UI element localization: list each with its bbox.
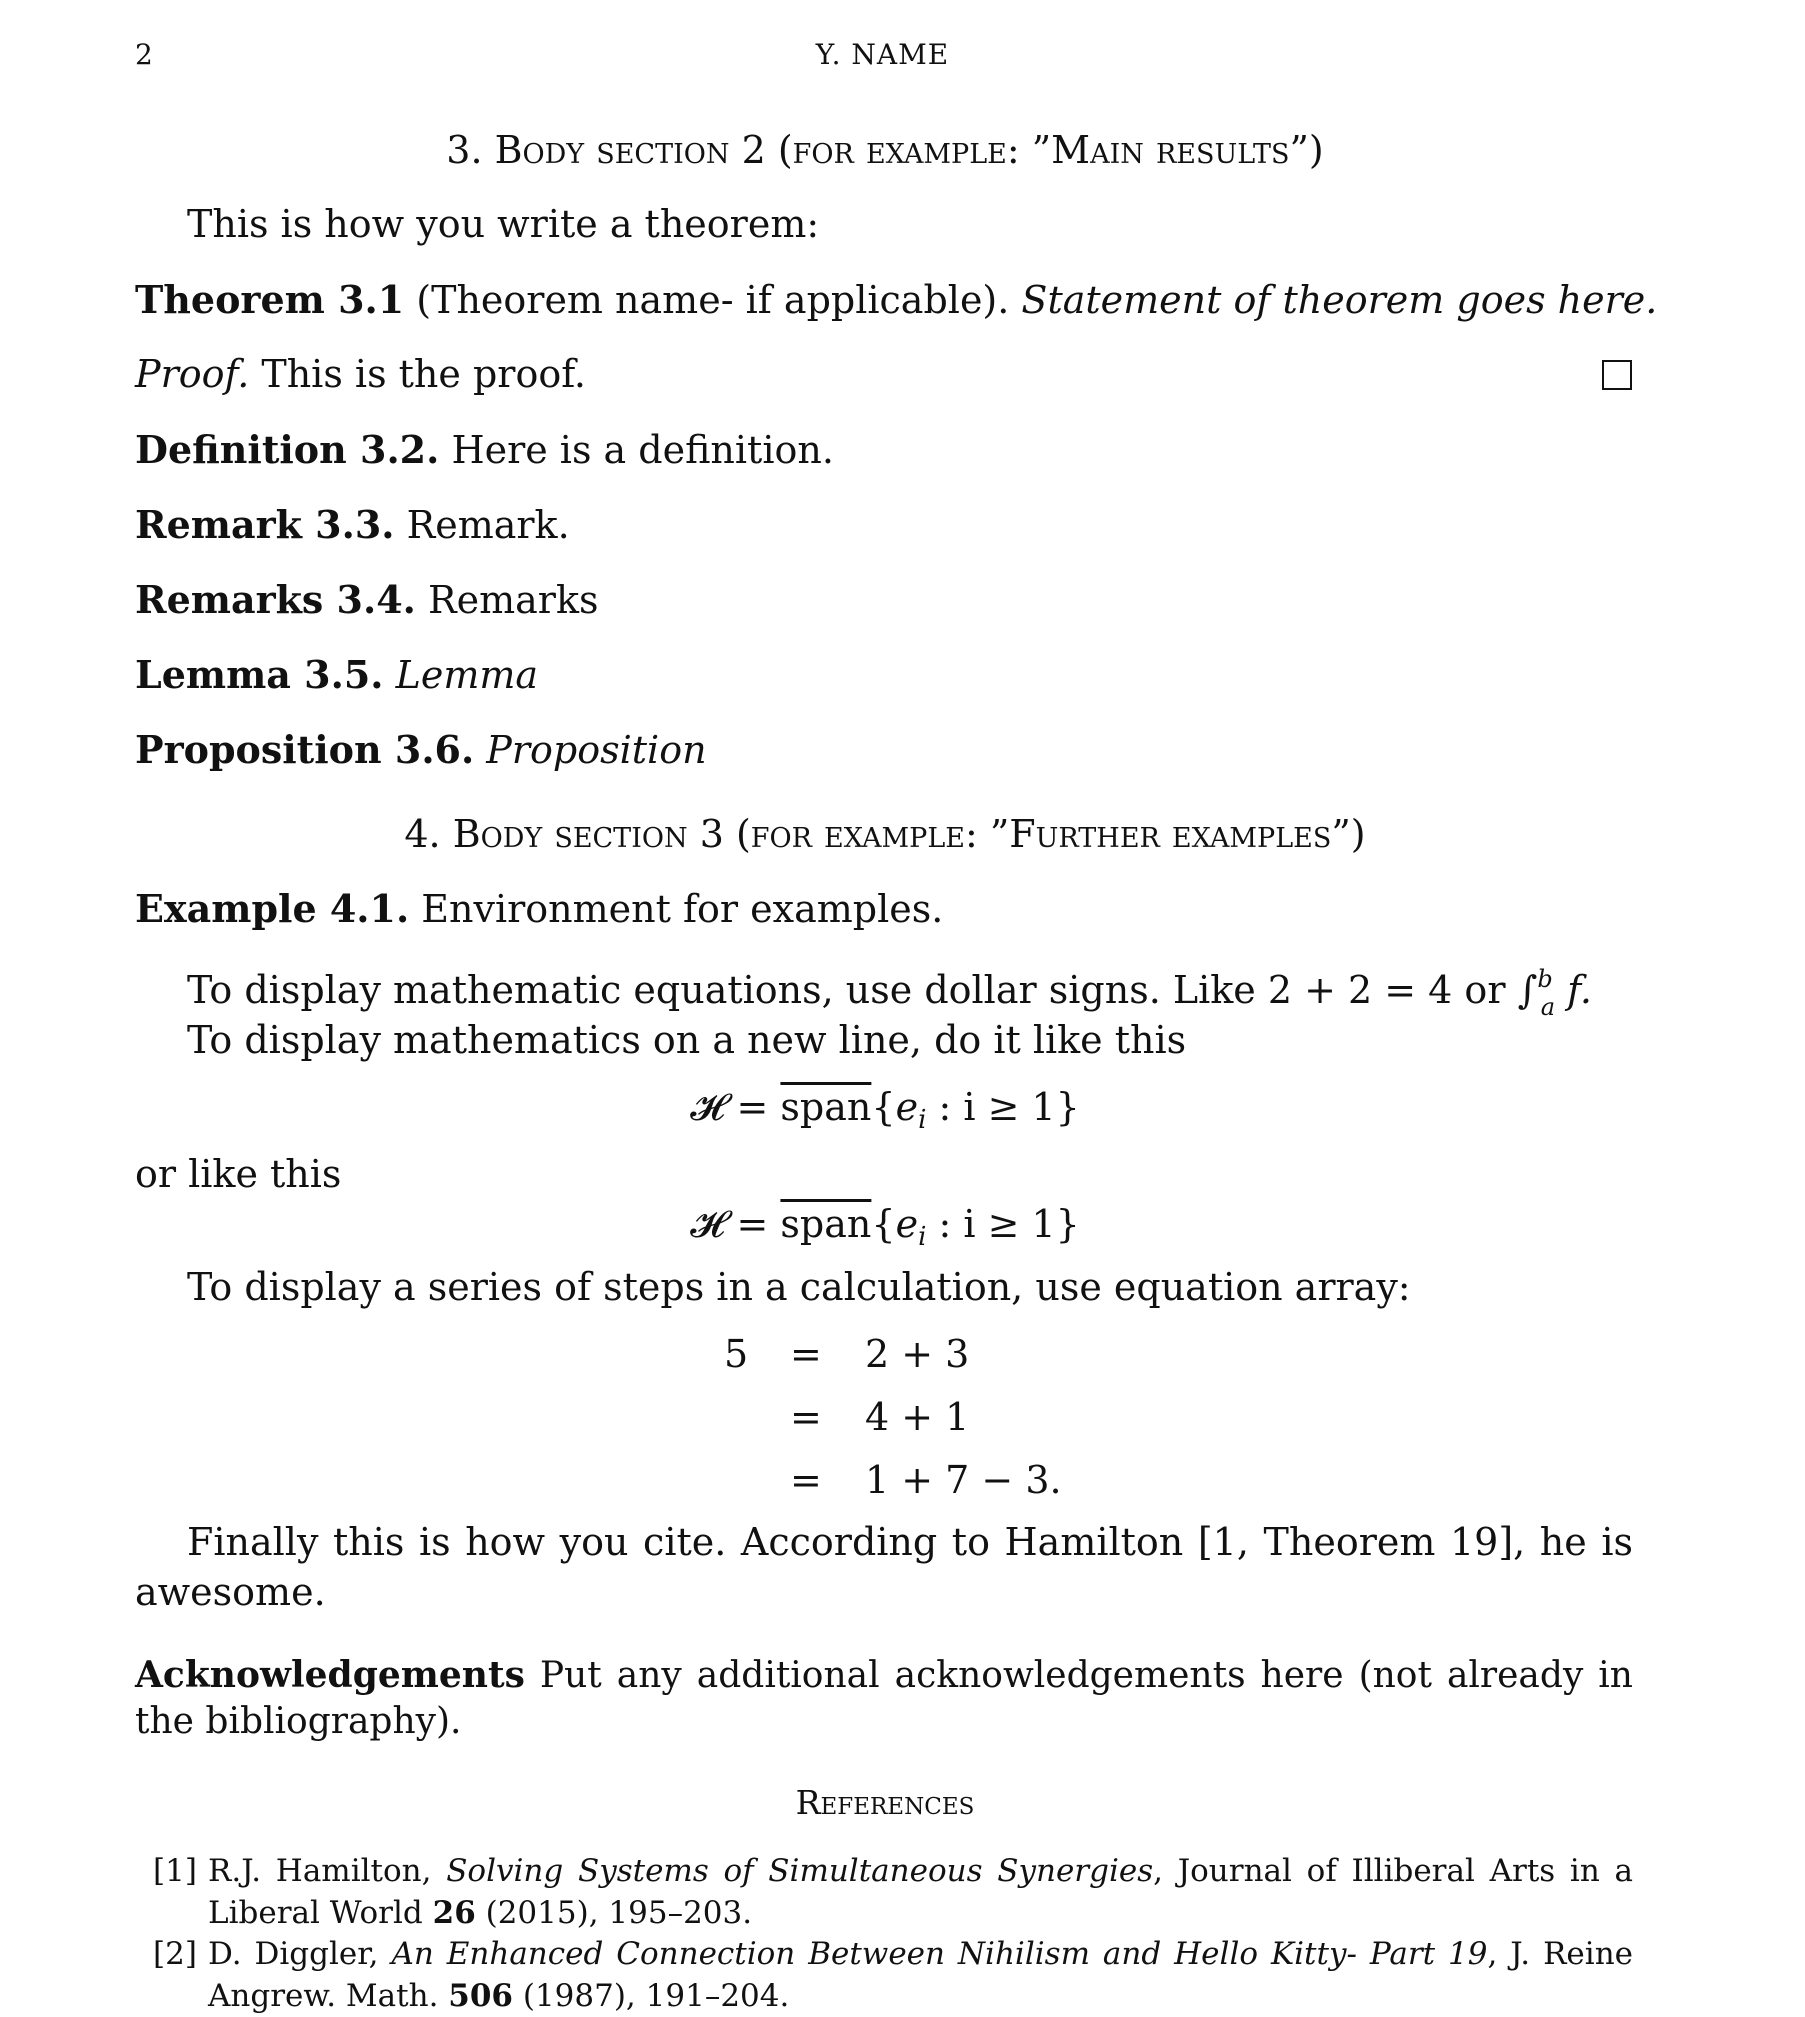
display-equation-2	[0, 1202, 1770, 1252]
section-4-title: 4. Body section 3 (for example: ”Further examples”)	[404, 812, 1366, 856]
lemma-label: Lemma 3.5.	[135, 652, 384, 697]
acknowledgements-label: Acknowledgements	[135, 1654, 525, 1696]
reference-authors: D. Diggler,	[208, 1936, 392, 1972]
theorem-statement: Statement of theorem goes here.	[1009, 278, 1658, 322]
references-title: References	[795, 1783, 975, 1822]
running-head: Y. NAME	[815, 38, 950, 71]
reference-2	[208, 1933, 1633, 2017]
integral-sign: ∫	[1517, 968, 1538, 1012]
proof-label: Proof.	[135, 352, 250, 396]
integral-lower: a	[1540, 993, 1556, 1021]
array-row-2: 4 + 1	[865, 1395, 970, 1439]
theorem-intro: This is how you write a theorem:	[187, 202, 820, 246]
theorem-3-1	[135, 277, 1657, 322]
remarks-3-4	[135, 577, 598, 622]
remark-3-3	[135, 502, 570, 547]
lemma-text: Lemma	[383, 653, 539, 697]
definition-text: Here is a definition.	[439, 428, 834, 472]
array-equals-1: =	[790, 1332, 822, 1376]
display-line-2: To display mathematics on a new line, do it like this	[187, 1018, 1187, 1062]
definition-label: Definition 3.2.	[135, 427, 440, 472]
reference-title: Solving Systems of Simultaneous Synergies	[446, 1853, 1154, 1889]
eq-span: span	[780, 1202, 872, 1246]
eq-equals: =	[724, 1202, 781, 1246]
remarks-label: Remarks 3.4.	[135, 577, 416, 622]
reference-authors: R.J. Hamilton,	[208, 1853, 447, 1889]
eq-e: e	[895, 1202, 919, 1246]
reference-1	[208, 1850, 1633, 1934]
example-label: Example 4.1.	[135, 886, 410, 931]
reference-number-1: [1]	[153, 1853, 197, 1889]
or-like-this: or like this	[135, 1152, 342, 1196]
remarks-text: Remarks	[415, 578, 599, 622]
qed-box-icon	[1602, 360, 1632, 390]
reference-rest: (1987), 191–204.	[513, 1978, 790, 2014]
reference-volume: 506	[448, 1978, 513, 2014]
eq-subscript: i	[918, 1105, 927, 1135]
theorem-name: (Theorem name- if applicable).	[404, 278, 1010, 322]
remark-text: Remark.	[394, 503, 570, 547]
eq-hilbert-symbol: 𝓗	[690, 1202, 725, 1246]
array-equals-2: =	[790, 1395, 822, 1439]
eq-hilbert-symbol: 𝓗	[690, 1085, 725, 1129]
proposition-label: Proposition 3.6.	[135, 727, 475, 772]
definition-3-2	[135, 427, 834, 472]
array-equals-3: =	[790, 1458, 822, 1502]
citation-paragraph: Finally this is how you cite. According to Hamilton [1, Theorem 19], he is awesome.	[135, 1520, 1633, 1614]
eq-e: e	[895, 1085, 919, 1129]
eq-rest: : i ≥ 1}	[926, 1085, 1080, 1129]
example-4-1	[135, 886, 943, 931]
proof-text: This is the proof.	[249, 352, 586, 396]
eq-span: span	[780, 1085, 872, 1129]
eq-brace: {	[871, 1202, 896, 1246]
proposition-3-6	[135, 727, 707, 772]
acknowledgements	[135, 1652, 1633, 1745]
series-text: To display a series of steps in a calculation, use equation array:	[187, 1265, 1411, 1309]
lemma-3-5	[135, 652, 538, 697]
proposition-text: Proposition	[474, 728, 707, 772]
array-lhs: 5	[724, 1332, 749, 1376]
eq-equals: =	[724, 1085, 781, 1129]
display-text-1: To display mathematic equations, use dollar signs. Like 2 + 2 = 4 or	[187, 968, 1506, 1012]
acknowledgements-text: Put any additional acknowledgements here (not already in the bibliography).	[135, 1655, 1633, 1742]
display-equation-1	[0, 1085, 1770, 1135]
section-3-title: 3. Body section 2 (for example: ”Main results”)	[446, 128, 1324, 172]
display-line-1	[187, 965, 1592, 1021]
reference-volume: 26	[432, 1895, 476, 1931]
page-number: 2	[135, 38, 153, 71]
reference-journal: , J. Reine Angrew. Math.	[208, 1936, 1633, 2014]
integral-upper: b	[1537, 965, 1553, 993]
reference-number-2: [2]	[153, 1936, 197, 1972]
array-row-1: 2 + 3	[865, 1332, 970, 1376]
eq-rest: : i ≥ 1}	[926, 1202, 1080, 1246]
eq-subscript: i	[918, 1222, 927, 1252]
reference-rest: (2015), 195–203.	[475, 1895, 753, 1931]
example-text: Environment for examples.	[409, 887, 944, 931]
array-row-3: 1 + 7 − 3.	[865, 1458, 1062, 1502]
integral-function: f.	[1567, 968, 1592, 1012]
theorem-label: Theorem 3.1	[135, 277, 405, 322]
remark-label: Remark 3.3.	[135, 502, 395, 547]
proof	[135, 352, 586, 396]
reference-title: An Enhanced Connection Between Nihilism and Hello Kitty- Part 19	[391, 1936, 1488, 1972]
reference-journal: , Journal of Illiberal Arts in a Liberal World	[208, 1853, 1633, 1931]
eq-brace: {	[871, 1085, 896, 1129]
